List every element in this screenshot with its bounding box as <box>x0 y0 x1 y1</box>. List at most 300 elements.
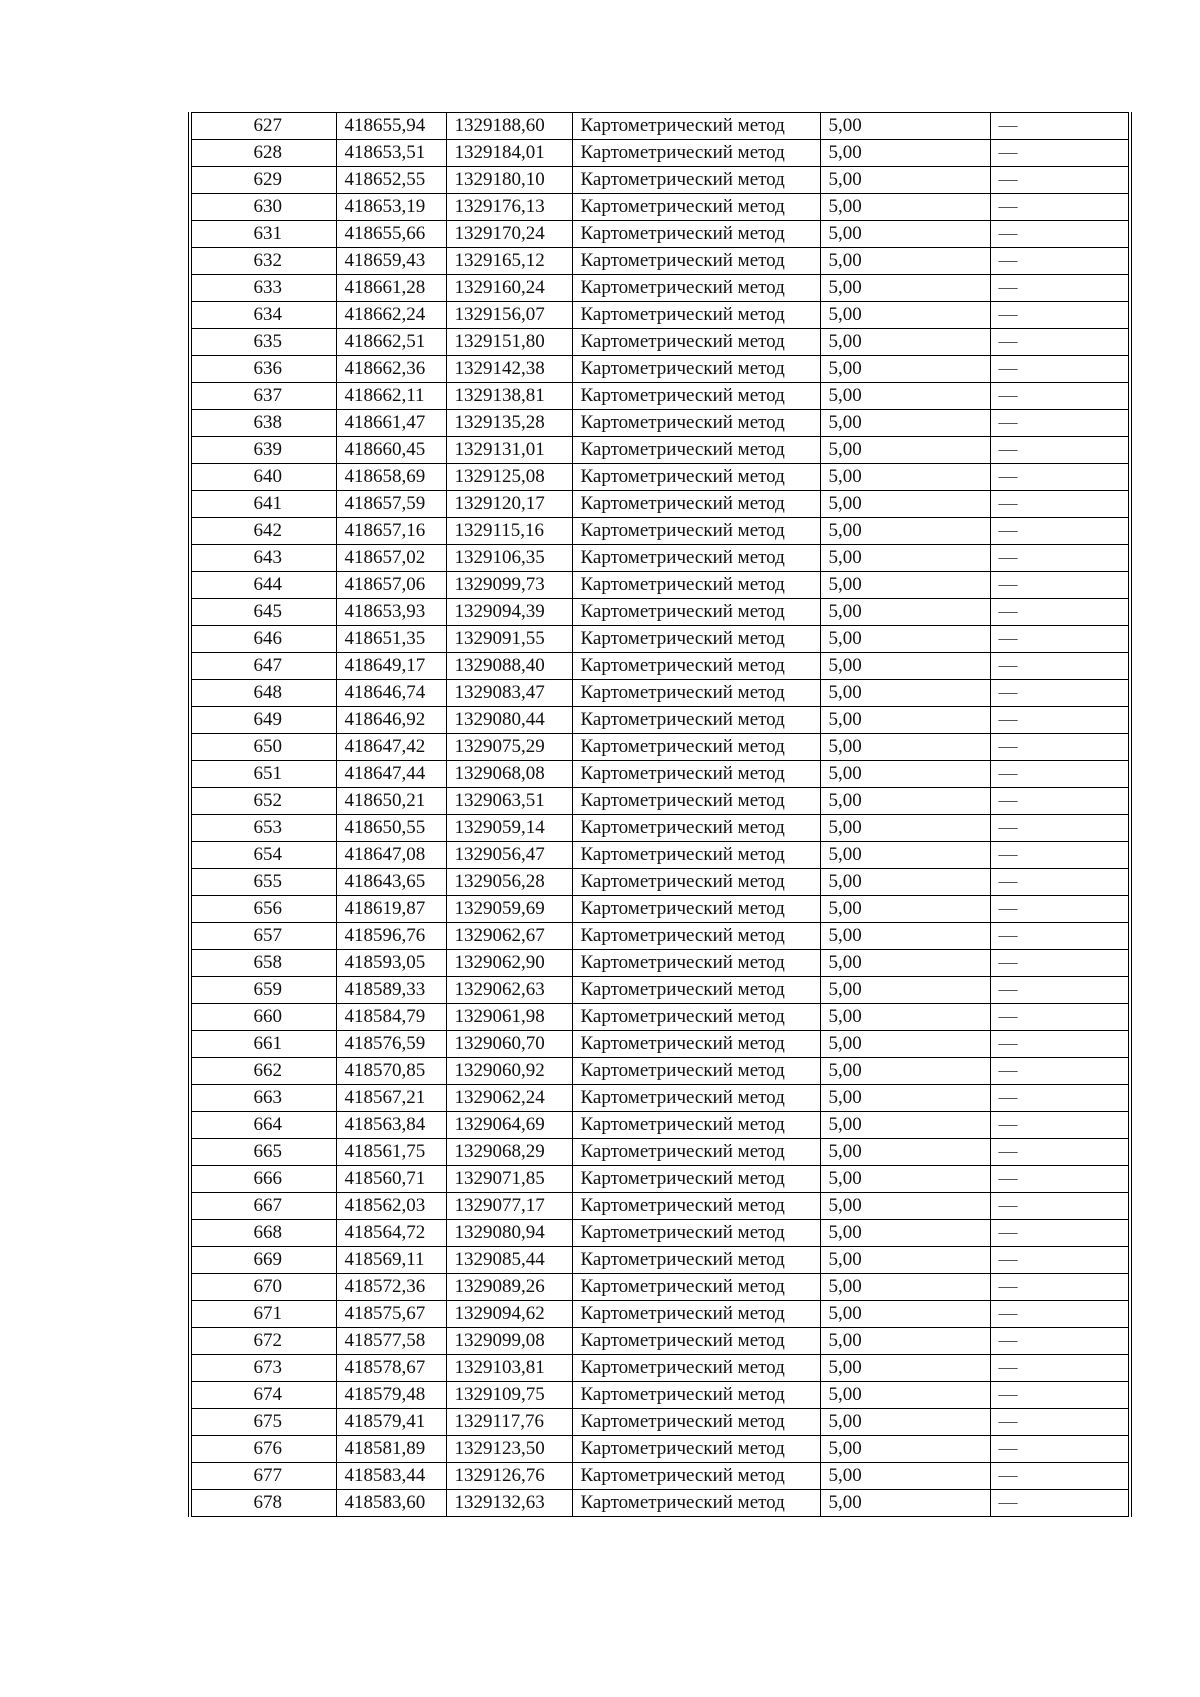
point-number-cell: 657 <box>192 923 336 950</box>
y-coordinate-cell: 1329151,80 <box>446 329 572 356</box>
point-number-cell: 639 <box>192 437 336 464</box>
description-cell: — <box>990 194 1128 221</box>
table-row <box>192 788 1128 815</box>
x-coordinate-cell: 418658,69 <box>336 464 446 491</box>
accuracy-cell: 5,00 <box>820 1085 990 1112</box>
y-coordinate-cell: 1329071,85 <box>446 1166 572 1193</box>
point-number-cell: 649 <box>192 707 336 734</box>
x-coordinate-cell: 418651,35 <box>336 626 446 653</box>
description-cell: — <box>990 896 1128 923</box>
x-coordinate-cell: 418657,02 <box>336 545 446 572</box>
description-cell: — <box>990 410 1128 437</box>
accuracy-cell: 5,00 <box>820 1301 990 1328</box>
x-coordinate-cell: 418581,89 <box>336 1436 446 1463</box>
y-coordinate-cell: 1329056,28 <box>446 869 572 896</box>
table-row <box>192 248 1128 275</box>
table-row <box>192 869 1128 896</box>
x-coordinate-cell: 418657,59 <box>336 491 446 518</box>
method-cell: Картометрический метод <box>572 1274 820 1301</box>
table-row <box>192 1463 1128 1490</box>
method-cell: Картометрический метод <box>572 1166 820 1193</box>
y-coordinate-cell: 1329061,98 <box>446 1004 572 1031</box>
x-coordinate-cell: 418661,28 <box>336 275 446 302</box>
point-number-cell: 627 <box>192 113 336 140</box>
x-coordinate-cell: 418576,59 <box>336 1031 446 1058</box>
accuracy-cell: 5,00 <box>820 464 990 491</box>
accuracy-cell: 5,00 <box>820 653 990 680</box>
x-coordinate-cell: 418563,84 <box>336 1112 446 1139</box>
accuracy-cell: 5,00 <box>820 707 990 734</box>
point-number-cell: 673 <box>192 1355 336 1382</box>
y-coordinate-cell: 1329131,01 <box>446 437 572 464</box>
description-cell: — <box>990 950 1128 977</box>
x-coordinate-cell: 418583,60 <box>336 1490 446 1517</box>
description-cell: — <box>990 1463 1128 1490</box>
point-number-cell: 631 <box>192 221 336 248</box>
method-cell: Картометрический метод <box>572 734 820 761</box>
description-cell: — <box>990 1112 1128 1139</box>
table-row <box>192 437 1128 464</box>
x-coordinate-cell: 418572,36 <box>336 1274 446 1301</box>
x-coordinate-cell: 418647,44 <box>336 761 446 788</box>
table-row <box>192 572 1128 599</box>
description-cell: — <box>990 275 1128 302</box>
y-coordinate-cell: 1329062,67 <box>446 923 572 950</box>
method-cell: Картометрический метод <box>572 1490 820 1517</box>
description-cell: — <box>990 1220 1128 1247</box>
method-cell: Картометрический метод <box>572 788 820 815</box>
description-cell: — <box>990 653 1128 680</box>
accuracy-cell: 5,00 <box>820 194 990 221</box>
x-coordinate-cell: 418560,71 <box>336 1166 446 1193</box>
point-number-cell: 650 <box>192 734 336 761</box>
y-coordinate-cell: 1329089,26 <box>446 1274 572 1301</box>
method-cell: Картометрический метод <box>572 464 820 491</box>
x-coordinate-cell: 418655,66 <box>336 221 446 248</box>
description-cell: — <box>990 329 1128 356</box>
x-coordinate-cell: 418564,72 <box>336 1220 446 1247</box>
method-cell: Картометрический метод <box>572 761 820 788</box>
description-cell: — <box>990 761 1128 788</box>
method-cell: Картометрический метод <box>572 140 820 167</box>
y-coordinate-cell: 1329135,28 <box>446 410 572 437</box>
table-row <box>192 977 1128 1004</box>
method-cell: Картометрический метод <box>572 1058 820 1085</box>
y-coordinate-cell: 1329188,60 <box>446 113 572 140</box>
description-cell: — <box>990 1490 1128 1517</box>
table-row <box>192 545 1128 572</box>
x-coordinate-cell: 418646,74 <box>336 680 446 707</box>
x-coordinate-cell: 418657,06 <box>336 572 446 599</box>
x-coordinate-cell: 418575,67 <box>336 1301 446 1328</box>
point-number-cell: 658 <box>192 950 336 977</box>
method-cell: Картометрический метод <box>572 842 820 869</box>
description-cell: — <box>990 572 1128 599</box>
y-coordinate-cell: 1329094,62 <box>446 1301 572 1328</box>
point-number-cell: 628 <box>192 140 336 167</box>
y-coordinate-cell: 1329059,14 <box>446 815 572 842</box>
description-cell: — <box>990 1031 1128 1058</box>
table-row <box>192 923 1128 950</box>
table-row <box>192 734 1128 761</box>
y-coordinate-cell: 1329109,75 <box>446 1382 572 1409</box>
y-coordinate-cell: 1329080,94 <box>446 1220 572 1247</box>
method-cell: Картометрический метод <box>572 356 820 383</box>
y-coordinate-cell: 1329094,39 <box>446 599 572 626</box>
x-coordinate-cell: 418662,51 <box>336 329 446 356</box>
point-number-cell: 674 <box>192 1382 336 1409</box>
method-cell: Картометрический метод <box>572 275 820 302</box>
accuracy-cell: 5,00 <box>820 869 990 896</box>
description-cell: — <box>990 977 1128 1004</box>
y-coordinate-cell: 1329083,47 <box>446 680 572 707</box>
y-coordinate-cell: 1329062,24 <box>446 1085 572 1112</box>
point-number-cell: 652 <box>192 788 336 815</box>
y-coordinate-cell: 1329132,63 <box>446 1490 572 1517</box>
accuracy-cell: 5,00 <box>820 248 990 275</box>
table-row <box>192 842 1128 869</box>
y-coordinate-cell: 1329088,40 <box>446 653 572 680</box>
description-cell: — <box>990 599 1128 626</box>
description-cell: — <box>990 356 1128 383</box>
table-row <box>192 356 1128 383</box>
x-coordinate-cell: 418578,67 <box>336 1355 446 1382</box>
description-cell: — <box>990 734 1128 761</box>
point-number-cell: 656 <box>192 896 336 923</box>
accuracy-cell: 5,00 <box>820 140 990 167</box>
table-row <box>192 1139 1128 1166</box>
method-cell: Картометрический метод <box>572 1031 820 1058</box>
description-cell: — <box>990 1328 1128 1355</box>
accuracy-cell: 5,00 <box>820 410 990 437</box>
description-cell: — <box>990 869 1128 896</box>
y-coordinate-cell: 1329099,73 <box>446 572 572 599</box>
x-coordinate-cell: 418655,94 <box>336 113 446 140</box>
method-cell: Картометрический метод <box>572 815 820 842</box>
y-coordinate-cell: 1329138,81 <box>446 383 572 410</box>
table-row <box>192 329 1128 356</box>
accuracy-cell: 5,00 <box>820 1382 990 1409</box>
description-cell: — <box>990 1247 1128 1274</box>
point-number-cell: 660 <box>192 1004 336 1031</box>
table-row <box>192 653 1128 680</box>
description-cell: — <box>990 167 1128 194</box>
y-coordinate-cell: 1329068,08 <box>446 761 572 788</box>
y-coordinate-cell: 1329170,24 <box>446 221 572 248</box>
x-coordinate-cell: 418657,16 <box>336 518 446 545</box>
description-cell: — <box>990 1004 1128 1031</box>
description-cell: — <box>990 1139 1128 1166</box>
y-coordinate-cell: 1329077,17 <box>446 1193 572 1220</box>
method-cell: Картометрический метод <box>572 896 820 923</box>
y-coordinate-cell: 1329126,76 <box>446 1463 572 1490</box>
accuracy-cell: 5,00 <box>820 275 990 302</box>
point-number-cell: 659 <box>192 977 336 1004</box>
method-cell: Картометрический метод <box>572 950 820 977</box>
y-coordinate-cell: 1329176,13 <box>446 194 572 221</box>
method-cell: Картометрический метод <box>572 1355 820 1382</box>
description-cell: — <box>990 491 1128 518</box>
point-number-cell: 638 <box>192 410 336 437</box>
y-coordinate-cell: 1329125,08 <box>446 464 572 491</box>
table-row <box>192 707 1128 734</box>
accuracy-cell: 5,00 <box>820 626 990 653</box>
accuracy-cell: 5,00 <box>820 356 990 383</box>
x-coordinate-cell: 418570,85 <box>336 1058 446 1085</box>
accuracy-cell: 5,00 <box>820 1220 990 1247</box>
point-number-cell: 632 <box>192 248 336 275</box>
x-coordinate-cell: 418659,43 <box>336 248 446 275</box>
y-coordinate-cell: 1329068,29 <box>446 1139 572 1166</box>
accuracy-cell: 5,00 <box>820 1355 990 1382</box>
description-cell: — <box>990 221 1128 248</box>
y-coordinate-cell: 1329099,08 <box>446 1328 572 1355</box>
method-cell: Картометрический метод <box>572 167 820 194</box>
y-coordinate-cell: 1329063,51 <box>446 788 572 815</box>
description-cell: — <box>990 437 1128 464</box>
table-row <box>192 599 1128 626</box>
table-row <box>192 383 1128 410</box>
accuracy-cell: 5,00 <box>820 302 990 329</box>
x-coordinate-cell: 418662,11 <box>336 383 446 410</box>
description-cell: — <box>990 1409 1128 1436</box>
y-coordinate-cell: 1329120,17 <box>446 491 572 518</box>
method-cell: Картометрический метод <box>572 1301 820 1328</box>
y-coordinate-cell: 1329142,38 <box>446 356 572 383</box>
x-coordinate-cell: 418567,21 <box>336 1085 446 1112</box>
description-cell: — <box>990 1382 1128 1409</box>
y-coordinate-cell: 1329165,12 <box>446 248 572 275</box>
table-row <box>192 518 1128 545</box>
accuracy-cell: 5,00 <box>820 842 990 869</box>
accuracy-cell: 5,00 <box>820 113 990 140</box>
table-row <box>192 1490 1128 1517</box>
description-cell: — <box>990 626 1128 653</box>
accuracy-cell: 5,00 <box>820 680 990 707</box>
accuracy-cell: 5,00 <box>820 572 990 599</box>
description-cell: — <box>990 842 1128 869</box>
method-cell: Картометрический метод <box>572 626 820 653</box>
description-cell: — <box>990 518 1128 545</box>
method-cell: Картометрический метод <box>572 221 820 248</box>
accuracy-cell: 5,00 <box>820 167 990 194</box>
accuracy-cell: 5,00 <box>820 221 990 248</box>
table-row <box>192 410 1128 437</box>
method-cell: Картометрический метод <box>572 1139 820 1166</box>
accuracy-cell: 5,00 <box>820 896 990 923</box>
table-row <box>192 1274 1128 1301</box>
accuracy-cell: 5,00 <box>820 1031 990 1058</box>
description-cell: — <box>990 1274 1128 1301</box>
point-number-cell: 654 <box>192 842 336 869</box>
x-coordinate-cell: 418579,48 <box>336 1382 446 1409</box>
method-cell: Картометрический метод <box>572 1436 820 1463</box>
y-coordinate-cell: 1329180,10 <box>446 167 572 194</box>
table-row <box>192 1112 1128 1139</box>
y-coordinate-cell: 1329123,50 <box>446 1436 572 1463</box>
point-number-cell: 630 <box>192 194 336 221</box>
accuracy-cell: 5,00 <box>820 1436 990 1463</box>
method-cell: Картометрический метод <box>572 194 820 221</box>
table-row <box>192 1436 1128 1463</box>
table-row <box>192 1328 1128 1355</box>
point-number-cell: 678 <box>192 1490 336 1517</box>
description-cell: — <box>990 383 1128 410</box>
point-number-cell: 633 <box>192 275 336 302</box>
accuracy-cell: 5,00 <box>820 1004 990 1031</box>
coordinates-table-body <box>192 113 1128 1517</box>
accuracy-cell: 5,00 <box>820 518 990 545</box>
point-number-cell: 629 <box>192 167 336 194</box>
method-cell: Картометрический метод <box>572 248 820 275</box>
x-coordinate-cell: 418619,87 <box>336 896 446 923</box>
point-number-cell: 667 <box>192 1193 336 1220</box>
accuracy-cell: 5,00 <box>820 329 990 356</box>
method-cell: Картометрический метод <box>572 1004 820 1031</box>
x-coordinate-cell: 418652,55 <box>336 167 446 194</box>
accuracy-cell: 5,00 <box>820 977 990 1004</box>
accuracy-cell: 5,00 <box>820 545 990 572</box>
method-cell: Картометрический метод <box>572 653 820 680</box>
point-number-cell: 635 <box>192 329 336 356</box>
table-row <box>192 491 1128 518</box>
y-coordinate-cell: 1329080,44 <box>446 707 572 734</box>
x-coordinate-cell: 418562,03 <box>336 1193 446 1220</box>
table-row <box>192 1058 1128 1085</box>
point-number-cell: 651 <box>192 761 336 788</box>
y-coordinate-cell: 1329060,70 <box>446 1031 572 1058</box>
x-coordinate-cell: 418583,44 <box>336 1463 446 1490</box>
accuracy-cell: 5,00 <box>820 923 990 950</box>
method-cell: Картометрический метод <box>572 1382 820 1409</box>
table-row <box>192 302 1128 329</box>
point-number-cell: 671 <box>192 1301 336 1328</box>
x-coordinate-cell: 418662,24 <box>336 302 446 329</box>
table-row <box>192 896 1128 923</box>
table-row <box>192 140 1128 167</box>
x-coordinate-cell: 418593,05 <box>336 950 446 977</box>
method-cell: Картометрический метод <box>572 1085 820 1112</box>
method-cell: Картометрический метод <box>572 1409 820 1436</box>
accuracy-cell: 5,00 <box>820 734 990 761</box>
table-row <box>192 815 1128 842</box>
description-cell: — <box>990 302 1128 329</box>
accuracy-cell: 5,00 <box>820 437 990 464</box>
accuracy-cell: 5,00 <box>820 491 990 518</box>
description-cell: — <box>990 1058 1128 1085</box>
accuracy-cell: 5,00 <box>820 383 990 410</box>
method-cell: Картометрический метод <box>572 869 820 896</box>
table-row <box>192 1031 1128 1058</box>
table-row <box>192 464 1128 491</box>
table-row <box>192 1166 1128 1193</box>
method-cell: Картометрический метод <box>572 707 820 734</box>
x-coordinate-cell: 418577,58 <box>336 1328 446 1355</box>
coordinates-table-frame <box>188 112 1132 1517</box>
accuracy-cell: 5,00 <box>820 788 990 815</box>
point-number-cell: 634 <box>192 302 336 329</box>
point-number-cell: 666 <box>192 1166 336 1193</box>
point-number-cell: 672 <box>192 1328 336 1355</box>
y-coordinate-cell: 1329059,69 <box>446 896 572 923</box>
y-coordinate-cell: 1329056,47 <box>446 842 572 869</box>
table-row <box>192 1355 1128 1382</box>
point-number-cell: 640 <box>192 464 336 491</box>
method-cell: Картометрический метод <box>572 545 820 572</box>
point-number-cell: 646 <box>192 626 336 653</box>
y-coordinate-cell: 1329115,16 <box>446 518 572 545</box>
description-cell: — <box>990 1085 1128 1112</box>
point-number-cell: 637 <box>192 383 336 410</box>
y-coordinate-cell: 1329160,24 <box>446 275 572 302</box>
table-row <box>192 680 1128 707</box>
x-coordinate-cell: 418661,47 <box>336 410 446 437</box>
method-cell: Картометрический метод <box>572 1220 820 1247</box>
point-number-cell: 643 <box>192 545 336 572</box>
description-cell: — <box>990 1355 1128 1382</box>
point-number-cell: 648 <box>192 680 336 707</box>
point-number-cell: 641 <box>192 491 336 518</box>
y-coordinate-cell: 1329117,76 <box>446 1409 572 1436</box>
description-cell: — <box>990 113 1128 140</box>
point-number-cell: 662 <box>192 1058 336 1085</box>
table-row <box>192 221 1128 248</box>
method-cell: Картометрический метод <box>572 1328 820 1355</box>
accuracy-cell: 5,00 <box>820 761 990 788</box>
description-cell: — <box>990 707 1128 734</box>
method-cell: Картометрический метод <box>572 437 820 464</box>
point-number-cell: 661 <box>192 1031 336 1058</box>
method-cell: Картометрический метод <box>572 1463 820 1490</box>
method-cell: Картометрический метод <box>572 302 820 329</box>
method-cell: Картометрический метод <box>572 329 820 356</box>
x-coordinate-cell: 418643,65 <box>336 869 446 896</box>
x-coordinate-cell: 418596,76 <box>336 923 446 950</box>
point-number-cell: 645 <box>192 599 336 626</box>
method-cell: Картометрический метод <box>572 923 820 950</box>
point-number-cell: 670 <box>192 1274 336 1301</box>
table-row <box>192 1247 1128 1274</box>
accuracy-cell: 5,00 <box>820 1463 990 1490</box>
x-coordinate-cell: 418584,79 <box>336 1004 446 1031</box>
point-number-cell: 655 <box>192 869 336 896</box>
y-coordinate-cell: 1329091,55 <box>446 626 572 653</box>
description-cell: — <box>990 545 1128 572</box>
table-row <box>192 761 1128 788</box>
point-number-cell: 677 <box>192 1463 336 1490</box>
method-cell: Картометрический метод <box>572 1247 820 1274</box>
method-cell: Картометрический метод <box>572 977 820 1004</box>
point-number-cell: 675 <box>192 1409 336 1436</box>
description-cell: — <box>990 464 1128 491</box>
table-row <box>192 1409 1128 1436</box>
table-row <box>192 1004 1128 1031</box>
x-coordinate-cell: 418662,36 <box>336 356 446 383</box>
x-coordinate-cell: 418646,92 <box>336 707 446 734</box>
description-cell: — <box>990 1166 1128 1193</box>
accuracy-cell: 5,00 <box>820 1193 990 1220</box>
method-cell: Картометрический метод <box>572 410 820 437</box>
x-coordinate-cell: 418589,33 <box>336 977 446 1004</box>
x-coordinate-cell: 418653,51 <box>336 140 446 167</box>
point-number-cell: 663 <box>192 1085 336 1112</box>
accuracy-cell: 5,00 <box>820 599 990 626</box>
y-coordinate-cell: 1329060,92 <box>446 1058 572 1085</box>
y-coordinate-cell: 1329184,01 <box>446 140 572 167</box>
point-number-cell: 665 <box>192 1139 336 1166</box>
point-number-cell: 636 <box>192 356 336 383</box>
accuracy-cell: 5,00 <box>820 1166 990 1193</box>
